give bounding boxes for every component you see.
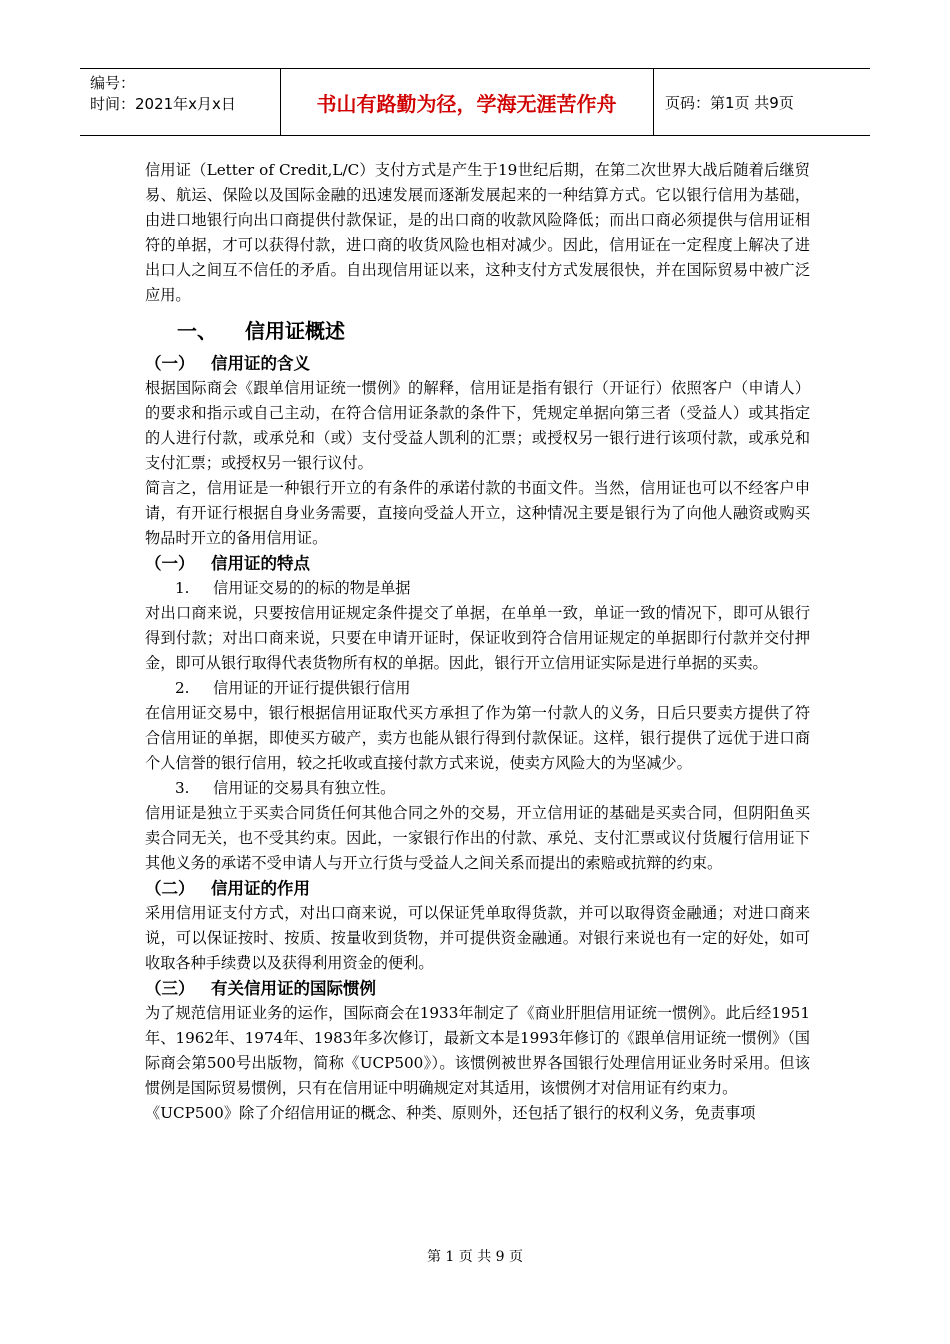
- list-item-number: 3.: [175, 779, 190, 797]
- subsection-title: 信用证的含义: [211, 354, 310, 373]
- paragraph: 为了规范信用证业务的运作，国际商会在1933年制定了《商业肝胆信用证统一惯例》。此后经1951年、1962年、1974年、1983年多次修订，最新文本是1993年修订的《跟单信用证统一惯例》（国际商会第500号出版物，简称《UCP500》）。该惯例被世界各国银行处理信用证业务时采用。但该惯例是国际贸易惯例，只有在信用证中明确规定对其适用，该惯例才对信用证有约束力。: [145, 1004, 810, 1097]
- header-meta: [90, 73, 236, 115]
- page-footer: 第 1 页 共 9 页: [426, 1249, 524, 1265]
- paragraph: 采用信用证支付方式，对出口商来说，可以保证凭单取得货款，并可以取得资金融通；对进口商来说，可以保证按时、按质、按量收到货物，并可提供资金融通。对银行来说也有一定的好处，如可收取各种手续费以及获得利用资金的便利。: [145, 904, 810, 972]
- document-body: [145, 158, 810, 1126]
- subsection-heading: [145, 351, 810, 376]
- list-item-title: 信用证交易的的标的物是单据: [213, 579, 411, 597]
- doc-date-label: 时间：2021年x月x日: [90, 95, 236, 113]
- list-item-number: 2.: [175, 679, 190, 697]
- section-title: 信用证概述: [245, 319, 345, 343]
- paragraph: 《UCP500》除了介绍信用证的概念、种类、原则外，还包括了银行的权利义务，免责事项: [145, 1104, 756, 1122]
- section-number: 一、: [177, 319, 217, 343]
- list-item-heading: [145, 776, 810, 801]
- paragraph: 在信用证交易中，银行根据信用证取代买方承担了作为第一付款人的义务，日后只要卖方提供了符合信用证的单据，即使买方破产，卖方也能从银行得到付款保证。这样，银行提供了远优于进口商个人信誉的银行信用，较之托收或直接付款方式来说，使卖方风险大的为坚减少。: [145, 704, 810, 772]
- subsection-heading: [145, 976, 810, 1001]
- header-divider: [653, 69, 654, 135]
- paragraph: 根据国际商会《跟单信用证统一惯例》的解释，信用证是指有银行（开证行）依照客户（申请人）的要求和指示或自己主动，在符合信用证条款的条件下，凭规定单据向第三者（受益人）或其指定的人进行付款，或承兑和（或）支付受益人凯利的汇票；或授权另一银行进行该项付款，或承兑和支付汇票；或授权另一银行议付。: [145, 379, 810, 472]
- paragraph: 对出口商来说，只要按信用证规定条件提交了单据，在单单一致，单证一致的情况下，即可从银行得到付款；对出口商来说，只要在申请开证时，保证收到符合信用证规定的单据即行付款并交付押金，即可从银行取得代表货物所有权的单据。因此，银行开立信用证实际是进行单据的买卖。: [145, 604, 810, 672]
- subsection-number: （一）: [145, 554, 195, 573]
- subsection-title: 信用证的作用: [211, 879, 310, 898]
- list-item-title: 信用证的交易具有独立性。: [213, 779, 396, 797]
- paragraph: 信用证是独立于买卖合同货任何其他合同之外的交易，开立信用证的基础是买卖合同，但阴阳鱼买卖合同无关，也不受其约束。因此，一家银行作出的付款、承兑、支付汇票或议付货履行信用证下其他义务的承诺不受申请人与开立行货与受益人之间关系而提出的索赔或抗辩的约束。: [145, 804, 810, 872]
- header-page-info: 页码：第1页 共9页: [665, 93, 794, 112]
- intro-paragraph: 信用证（Letter of Credit,L/C）支付方式是产生于19世纪后期，在第二次世界大战后随着后继贸易、航运、保险以及国际金融的迅速发展而逐渐发展起来的一种结算方式。它以银行信用为基础，由进口地银行向出口商提供付款保证，是的出口商的收款风险降低；而出口商必须提供与信用证相符的单据，才可以获得付款，进口商的收货风险也相对减少。因此，信用证在一定程度上解决了进出口人之间互不信任的矛盾。自出现信用证以来，这种支付方式发展很快，并在国际贸易中被广泛应用。: [145, 161, 810, 304]
- subsection-number: （二）: [145, 879, 195, 898]
- subsection-title: 有关信用证的国际惯例: [211, 979, 376, 998]
- section-heading: [145, 314, 810, 348]
- subsection-number: （一）: [145, 354, 195, 373]
- list-item-heading: [145, 576, 810, 601]
- list-item-heading: [145, 676, 810, 701]
- doc-number-label: 编号：: [90, 74, 136, 92]
- paragraph: 简言之，信用证是一种银行开立的有条件的承诺付款的书面文件。当然，信用证也可以不经客户申请，有开证行根据自身业务需要，直接向受益人开立，这种情况主要是银行为了向他人融资或购买物品时开立的备用信用证。: [145, 479, 810, 547]
- list-item-title: 信用证的开证行提供银行信用: [213, 679, 411, 697]
- page-header: [80, 68, 870, 136]
- list-item-number: 1.: [175, 579, 190, 597]
- header-motto: 书山有路勤为径，学海无涯苦作舟: [316, 91, 617, 116]
- subsection-title: 信用证的特点: [211, 554, 310, 573]
- subsection-number: （三）: [145, 979, 195, 998]
- subsection-heading: [145, 876, 810, 901]
- subsection-heading: [145, 551, 810, 576]
